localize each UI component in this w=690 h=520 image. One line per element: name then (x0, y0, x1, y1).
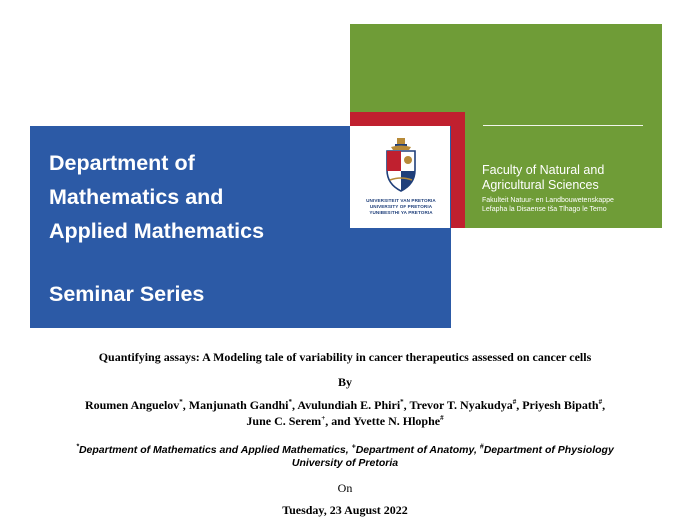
affiliations: *Department of Mathematics and Applied Mathematics, +Department of Anatomy, #Department of Physiology University of Pretoria (76, 443, 614, 469)
university-wordmark (356, 198, 446, 216)
affiliation-text: Department of Physiology (483, 444, 614, 456)
faculty-name-line: Agricultural Sciences (482, 178, 599, 192)
university-name-english: UNIVERSITY OF PRETORIA (369, 204, 433, 209)
on-label: On (337, 481, 353, 495)
author-list: Roumen Anguelov*, Manjunath Gandhi*, Avulundiah E. Phiri*, Trevor T. Nyakudya#, Priyesh Bipath#, June C. Serem+, and Yvette N. Hlophe# (84, 398, 606, 428)
university-name-sepedi: YUNIBESITHI YA PRETORIA (369, 210, 433, 215)
seminar-date: Tuesday, 23 August 2022 (282, 503, 408, 517)
faculty-sesotho: Lefapha la Disaense tša Tlhago le Temo (482, 206, 607, 213)
author-mark: * (400, 398, 404, 406)
author-name: Trevor T. Nyakudya (409, 398, 513, 412)
author-name: Avulundiah E. Phiri (297, 398, 401, 412)
faculty-name (482, 163, 660, 193)
department-title-line: Mathematics and (49, 185, 224, 209)
author-mark: * (288, 398, 292, 406)
affiliation-text: Department of Mathematics and Applied Mathematics (78, 444, 346, 456)
author-mark: # (440, 414, 444, 422)
banner-divider (483, 125, 643, 126)
affiliation-text: Department of Anatomy (355, 444, 474, 456)
affiliation-mark: # (479, 443, 484, 451)
seminar-series-label: Seminar Series (49, 282, 205, 306)
department-title (49, 146, 339, 248)
department-title-line: Department of (49, 151, 195, 175)
author-name: June C. Serem (246, 414, 322, 428)
author-name: Yvette N. Hlophe (353, 414, 441, 428)
faculty-translations (482, 196, 660, 214)
department-title-line: Applied Mathematics (49, 219, 265, 243)
author-name: Roumen Anguelov (84, 398, 180, 412)
institution: University of Pretoria (291, 457, 399, 469)
author-mark: # (512, 398, 517, 406)
author-name: Priyesh Bipath (522, 398, 599, 412)
faculty-name-line: Faculty of Natural and (482, 163, 605, 177)
affiliation-mark: * (76, 443, 79, 451)
talk-title: Quantifying assays: A Modeling tale of variability in cancer therapeutics assessed on cancer cells (98, 350, 592, 364)
author-mark: # (598, 398, 603, 406)
author-mark: * (179, 398, 183, 406)
author-name: Manjunath Gandhi (188, 398, 289, 412)
university-crest-icon (382, 136, 420, 194)
affiliation-mark: + (351, 443, 356, 451)
author-mark: + (321, 414, 326, 422)
faculty-afrikaans: Fakulteit Natuur- en Landbouwetenskappe (482, 197, 614, 204)
by-label: By (337, 375, 352, 389)
university-name-afrikaans: UNIVERSITEIT VAN PRETORIA (366, 198, 436, 203)
